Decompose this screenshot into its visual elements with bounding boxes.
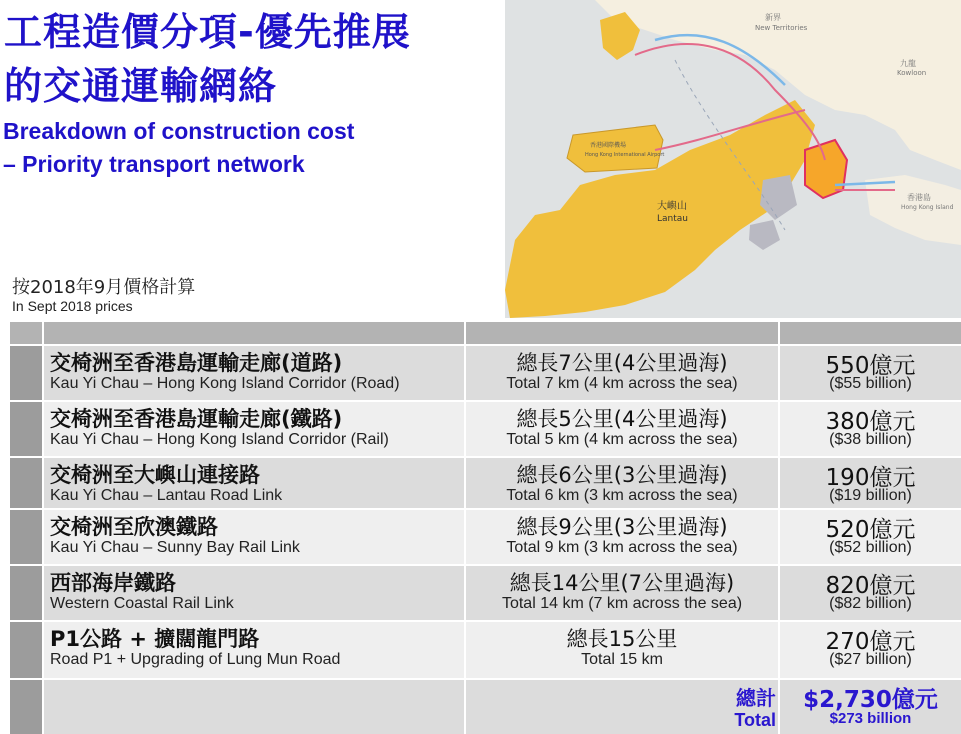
- length-zh: 總長9公里(3公里過海): [516, 515, 728, 539]
- total-label-cell: [466, 680, 778, 734]
- map-label-airport-en: Hong Kong International Airport: [585, 152, 665, 158]
- header-length-cell: [466, 322, 778, 344]
- row-marker: [10, 346, 42, 400]
- project-name-zh: 西部海岸鐵路: [50, 571, 176, 595]
- cost-zh: 550億元: [825, 353, 916, 379]
- project-name-en: Kau Yi Chau – Hong Kong Island Corridor (Road): [50, 375, 400, 392]
- row-marker: [10, 510, 42, 564]
- project-cell: [44, 510, 464, 564]
- table-row: [10, 510, 961, 564]
- cost-zh: 380億元: [825, 409, 916, 435]
- total-label-en: Total: [734, 710, 776, 730]
- project-name-zh: P1公路 + 擴闊龍門路: [50, 627, 260, 651]
- cost-zh: 520億元: [825, 517, 916, 543]
- total-blank-cell: [44, 680, 464, 734]
- cost-en: ($19 billion): [829, 487, 912, 504]
- project-name-en: Kau Yi Chau – Hong Kong Island Corridor (Rail): [50, 431, 389, 448]
- length-cell: [466, 622, 778, 678]
- location-map: [505, 0, 961, 318]
- length-en: Total 7 km (4 km across the sea): [506, 375, 738, 392]
- total-value-zh: $2,730億元: [803, 687, 938, 713]
- title-zh-line1: 工程造價分項-優先推展: [4, 10, 411, 54]
- map-label-kowloon-zh: 九龍: [900, 59, 916, 68]
- map-label-hki-zh: 香港島: [907, 193, 931, 202]
- cost-en: ($52 billion): [829, 539, 912, 556]
- cost-zh: 820億元: [825, 573, 916, 599]
- total-value-en: $273 billion: [829, 710, 912, 727]
- row-marker: [10, 402, 42, 456]
- length-cell: [466, 402, 778, 456]
- project-cell: [44, 622, 464, 678]
- total-value-cell: [780, 680, 961, 734]
- row-marker: [10, 680, 42, 734]
- title-en-line1: Breakdown of construction cost: [3, 118, 355, 144]
- cost-zh: 270億元: [825, 629, 916, 655]
- map-label-lantau-zh: 大嶼山: [657, 201, 687, 212]
- cost-en: ($38 billion): [829, 431, 912, 448]
- length-en: Total 15 km: [581, 651, 663, 668]
- project-cell: [44, 566, 464, 620]
- header-project-cell: [44, 322, 464, 344]
- project-name-zh: 交椅洲至大嶼山連接路: [50, 463, 260, 487]
- project-name-en: Kau Yi Chau – Lantau Road Link: [50, 487, 283, 504]
- project-name-zh: 交椅洲至欣澳鐵路: [50, 515, 218, 539]
- row-marker: [10, 622, 42, 678]
- cost-cell: [780, 566, 961, 620]
- cost-zh: 190億元: [825, 465, 916, 491]
- length-zh: 總長7公里(4公里過海): [516, 351, 728, 375]
- table-row: [10, 346, 961, 400]
- length-zh: 總長15公里: [566, 627, 678, 651]
- length-en: Total 5 km (4 km across the sea): [506, 431, 738, 448]
- length-zh: 總長14公里(7公里過海): [509, 571, 735, 595]
- table-row: [10, 402, 961, 456]
- table-header-row: [10, 322, 961, 344]
- length-cell: [466, 458, 778, 508]
- cost-cell: [780, 622, 961, 678]
- total-label-zh: 總計: [736, 686, 776, 710]
- project-cell: [44, 458, 464, 508]
- project-name-zh: 交椅洲至香港島運輸走廊(道路): [50, 351, 343, 375]
- price-note-en: In Sept 2018 prices: [12, 298, 133, 314]
- map-label-nt-en: New Territories: [755, 24, 808, 32]
- cost-cell: [780, 346, 961, 400]
- total-row: [10, 680, 961, 734]
- map-label-kowloon-en: Kowloon: [897, 69, 927, 77]
- project-name-en: Western Coastal Rail Link: [50, 595, 234, 612]
- project-cell: [44, 346, 464, 400]
- length-en: Total 6 km (3 km across the sea): [506, 487, 738, 504]
- title-zh-line2: 的交通運輸網絡: [4, 64, 278, 108]
- cost-en: ($55 billion): [829, 375, 912, 392]
- length-cell: [466, 566, 778, 620]
- length-cell: [466, 510, 778, 564]
- project-name-en: Road P1 + Upgrading of Lung Mun Road: [50, 651, 341, 668]
- map-label-nt-zh: 新界: [765, 13, 781, 22]
- table-row: [10, 458, 961, 508]
- map-label-lantau-en: Lantau: [657, 214, 688, 224]
- length-cell: [466, 346, 778, 400]
- title-en-line2: – Priority transport network: [3, 151, 305, 177]
- cost-cell: [780, 402, 961, 456]
- project-name-en: Kau Yi Chau – Sunny Bay Rail Link: [50, 539, 300, 556]
- length-zh: 總長6公里(3公里過海): [516, 463, 728, 487]
- length-en: Total 14 km (7 km across the sea): [501, 595, 743, 612]
- header-cost-cell: [780, 322, 961, 344]
- cost-cell: [780, 458, 961, 508]
- cost-en: ($27 billion): [829, 651, 912, 668]
- project-name-zh: 交椅洲至香港島運輸走廊(鐵路): [50, 407, 343, 431]
- cost-cell: [780, 510, 961, 564]
- row-marker: [10, 458, 42, 508]
- header-marker-cell: [10, 322, 42, 344]
- table-row: [10, 622, 961, 678]
- price-note-zh: 按2018年9月價格計算: [12, 277, 196, 298]
- row-marker: [10, 566, 42, 620]
- length-zh: 總長5公里(4公里過海): [516, 407, 728, 431]
- table-row: [10, 566, 961, 620]
- map-label-hki-en: Hong Kong Island: [901, 204, 954, 211]
- map-label-airport-zh: 香港國際機場: [590, 142, 627, 149]
- length-en: Total 9 km (3 km across the sea): [506, 539, 738, 556]
- cost-en: ($82 billion): [829, 595, 912, 612]
- project-cell: [44, 402, 464, 456]
- map-svg: [505, 0, 961, 318]
